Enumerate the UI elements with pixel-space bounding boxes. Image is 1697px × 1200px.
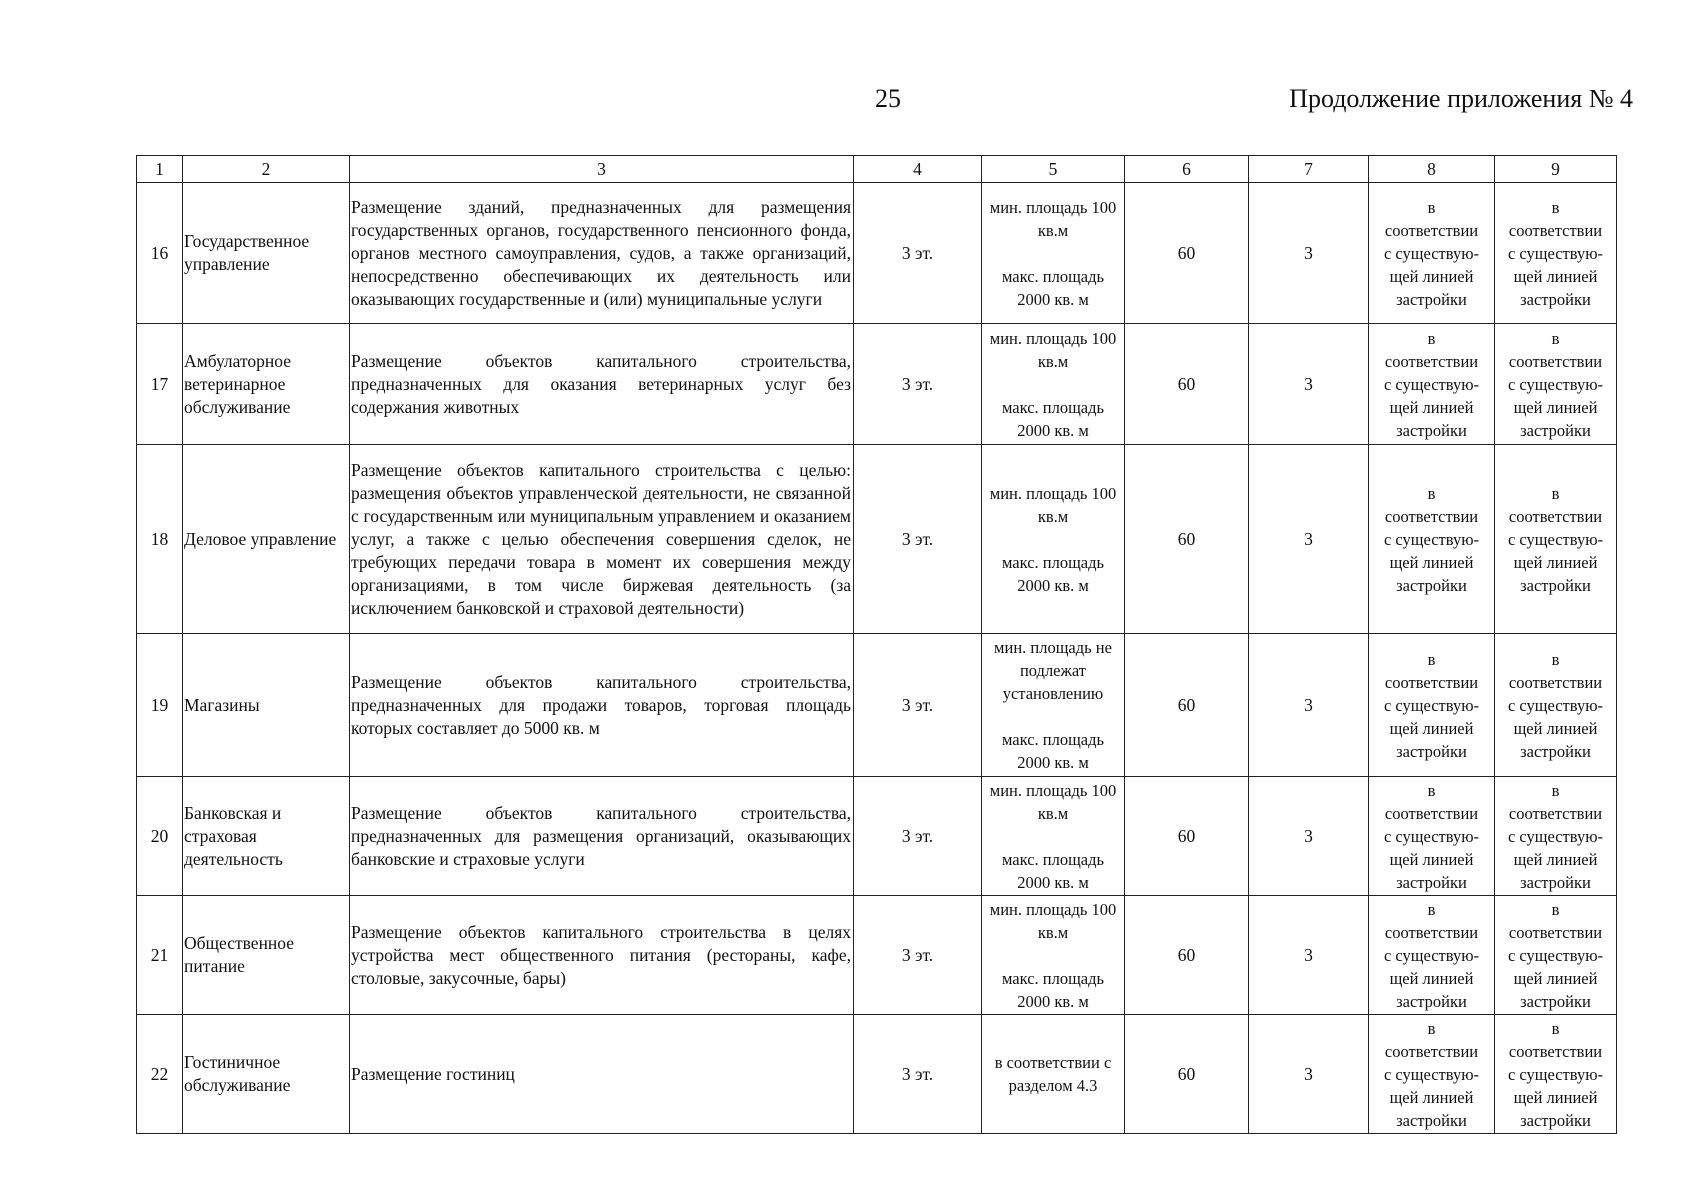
col8-line: с существую- <box>1383 243 1480 263</box>
col9-line: с существую- <box>1507 695 1604 715</box>
col8-line: в <box>1427 899 1436 919</box>
col6-value: 60 <box>1125 896 1249 1015</box>
col9-line: в <box>1551 328 1560 348</box>
use-type-name: Амбулаторное ветеринарное обслуживание <box>183 324 350 445</box>
plot-area-cell <box>982 324 1125 445</box>
col7-value: 3 <box>1249 445 1369 634</box>
col8-line: в <box>1427 780 1436 800</box>
col8-line: застройки <box>1396 872 1467 892</box>
col8-line: щей линией <box>1389 397 1474 417</box>
col9-line: щей линией <box>1513 552 1598 572</box>
col8-line: соответствии <box>1384 351 1479 371</box>
col8-value <box>1369 445 1495 634</box>
row-number: 16 <box>137 183 183 324</box>
table-row <box>137 1015 1617 1134</box>
col9-line: застройки <box>1520 872 1591 892</box>
max-floors: 3 эт. <box>854 1015 982 1134</box>
land-use-table <box>136 155 1617 1134</box>
col8-value <box>1369 896 1495 1015</box>
area-min: мин. площадь 100 кв.м <box>989 483 1117 526</box>
col9-line: застройки <box>1520 575 1591 595</box>
area-max: макс. площадь 2000 кв. м <box>1001 730 1105 772</box>
page-number: 25 <box>875 84 901 113</box>
col7-value: 3 <box>1249 1015 1369 1134</box>
use-description: Размещение зданий, предназначенных для размещения государственных органов, государственного пенсионного фонда, органов местного самоуправления, судов, а также организаций, непосредственно обеспечивающих их деятельность или оказывающих государственные и (или) муниципальные услуги <box>350 183 854 324</box>
col9-line: соответствии <box>1508 351 1603 371</box>
col8-line: застройки <box>1396 741 1467 761</box>
area-max: макс. площадь 2000 кв. м <box>1001 849 1105 892</box>
col9-line: соответствии <box>1508 803 1603 823</box>
col9-line: соответствии <box>1508 672 1603 692</box>
plot-area-cell: в соответствии с разделом 4.3 <box>982 1015 1125 1134</box>
col8-line: с существую- <box>1383 945 1480 965</box>
col9-value <box>1495 183 1617 324</box>
col8-value <box>1369 183 1495 324</box>
col6-value: 60 <box>1125 324 1249 445</box>
column-number: 3 <box>350 156 854 183</box>
col9-line: с существую- <box>1507 1064 1604 1084</box>
col8-line: в <box>1427 197 1436 217</box>
col8-line: в <box>1427 1018 1436 1038</box>
col8-line: застройки <box>1396 991 1467 1011</box>
col9-line: щей линией <box>1513 968 1598 988</box>
use-type-name: Гостиничное обслуживание <box>183 1015 350 1134</box>
max-floors: 3 эт. <box>854 183 982 324</box>
area-min: мин. площадь 100 кв.м <box>989 899 1117 942</box>
plot-area-cell <box>982 896 1125 1015</box>
col9-line: соответствии <box>1508 220 1603 240</box>
col8-value <box>1369 1015 1495 1134</box>
column-number: 8 <box>1369 156 1495 183</box>
max-floors: 3 эт. <box>854 634 982 777</box>
col8-line: в <box>1427 328 1436 348</box>
col9-value <box>1495 1015 1617 1134</box>
col9-line: застройки <box>1520 1110 1591 1130</box>
col9-value <box>1495 777 1617 896</box>
col9-line: в <box>1551 899 1560 919</box>
table-row <box>137 896 1617 1015</box>
column-number: 6 <box>1125 156 1249 183</box>
use-description: Размещение объектов капитального строительства с целью: размещения объектов управленческой деятельности, не связанной с государственным или муниципальным управлением и оказанием услуг, а также с целью обеспечения совершения сделок, не требующих передачи товара в момент их совершения между организациями, в том числе биржевая деятельность (за исключением банковской и страховой деятельности) <box>350 445 854 634</box>
col8-line: в <box>1427 649 1436 669</box>
col8-line: щей линией <box>1389 552 1474 572</box>
col8-value <box>1369 777 1495 896</box>
column-number: 1 <box>137 156 183 183</box>
col6-value: 60 <box>1125 445 1249 634</box>
area-min: мин. площадь 100 кв.м <box>989 780 1117 823</box>
col8-line: с существую- <box>1383 374 1480 394</box>
col8-line: с существую- <box>1383 1064 1480 1084</box>
col9-line: с существую- <box>1507 826 1604 846</box>
col9-line: щей линией <box>1513 266 1598 286</box>
col8-line: соответствии <box>1384 672 1479 692</box>
col7-value: 3 <box>1249 896 1369 1015</box>
column-number: 5 <box>982 156 1125 183</box>
col6-value: 60 <box>1125 1015 1249 1134</box>
col6-value: 60 <box>1125 634 1249 777</box>
col8-line: с существую- <box>1383 529 1480 549</box>
col8-line: застройки <box>1396 420 1467 440</box>
col9-value <box>1495 634 1617 777</box>
col9-line: в <box>1551 1018 1560 1038</box>
col9-value <box>1495 324 1617 445</box>
area-max: макс. площадь 2000 кв. м <box>1001 552 1105 595</box>
col9-line: с существую- <box>1507 243 1604 263</box>
plot-area-cell <box>982 445 1125 634</box>
use-description: Размещение объектов капитального строительства, предназначенных для размещения организаций, оказывающих банковские и страховые услуги <box>350 777 854 896</box>
col9-line: в <box>1551 780 1560 800</box>
col8-line: соответствии <box>1384 220 1479 240</box>
appendix-header: Продолжение приложения № 4 <box>1289 84 1633 113</box>
col8-value <box>1369 634 1495 777</box>
col7-value: 3 <box>1249 324 1369 445</box>
area-min: мин. площадь не подлежат установлению <box>994 638 1112 703</box>
col8-value <box>1369 324 1495 445</box>
col9-line: щей линией <box>1513 718 1598 738</box>
col9-line: в <box>1551 197 1560 217</box>
plot-area-cell <box>982 183 1125 324</box>
plot-area-cell <box>982 634 1125 777</box>
col8-line: в <box>1427 483 1436 503</box>
col9-line: соответствии <box>1508 506 1603 526</box>
table-row <box>137 183 1617 324</box>
col7-value: 3 <box>1249 777 1369 896</box>
table-row <box>137 324 1617 445</box>
area-min: мин. площадь 100 кв.м <box>989 197 1117 240</box>
col7-value: 3 <box>1249 183 1369 324</box>
column-number: 4 <box>854 156 982 183</box>
use-type-name: Общественное питание <box>183 896 350 1015</box>
row-number: 18 <box>137 445 183 634</box>
col9-line: с существую- <box>1507 529 1604 549</box>
use-type-name: Деловое управление <box>183 445 350 634</box>
col9-line: щей линией <box>1513 1087 1598 1107</box>
row-number: 17 <box>137 324 183 445</box>
use-description: Размещение объектов капитального строительства, предназначенных для продажи товаров, торговая площадь которых составляет до 5000 кв. м <box>350 634 854 777</box>
col9-line: соответствии <box>1508 1041 1603 1061</box>
col9-line: застройки <box>1520 420 1591 440</box>
column-number: 2 <box>183 156 350 183</box>
col9-line: с существую- <box>1507 374 1604 394</box>
use-description: Размещение объектов капитального строительства, предназначенных для оказания ветеринарных услуг без содержания животных <box>350 324 854 445</box>
use-type-name: Магазины <box>183 634 350 777</box>
max-floors: 3 эт. <box>854 324 982 445</box>
max-floors: 3 эт. <box>854 445 982 634</box>
col9-value <box>1495 896 1617 1015</box>
col8-line: застройки <box>1396 1110 1467 1130</box>
column-number: 9 <box>1495 156 1617 183</box>
col8-line: соответствии <box>1384 506 1479 526</box>
area-min: мин. площадь 100 кв.м <box>989 328 1117 371</box>
use-description: Размещение гостиниц <box>350 1015 854 1134</box>
col8-line: соответствии <box>1384 922 1479 942</box>
area-max: макс. площадь 2000 кв. м <box>1001 968 1105 1011</box>
col9-line: в <box>1551 649 1560 669</box>
row-number: 22 <box>137 1015 183 1134</box>
use-description: Размещение объектов капитального строительства в целях устройства мест общественного питания (рестораны, кафе, столовые, закусочные, бары) <box>350 896 854 1015</box>
row-number: 19 <box>137 634 183 777</box>
area-max: макс. площадь 2000 кв. м <box>1001 266 1105 309</box>
col9-line: застройки <box>1520 289 1591 309</box>
row-number: 20 <box>137 777 183 896</box>
table-row <box>137 777 1617 896</box>
column-numbers-row <box>137 156 1617 183</box>
col8-line: соответствии <box>1384 1041 1479 1061</box>
col8-line: застройки <box>1396 289 1467 309</box>
col9-line: щей линией <box>1513 397 1598 417</box>
col9-line: в <box>1551 483 1560 503</box>
col9-line: соответствии <box>1508 922 1603 942</box>
col8-line: щей линией <box>1389 266 1474 286</box>
col8-line: щей линией <box>1389 968 1474 988</box>
use-type-name: Банковская и страховая деятельность <box>183 777 350 896</box>
col9-line: застройки <box>1520 991 1591 1011</box>
table-row <box>137 445 1617 634</box>
column-number: 7 <box>1249 156 1369 183</box>
col9-line: с существую- <box>1507 945 1604 965</box>
col6-value: 60 <box>1125 777 1249 896</box>
col7-value: 3 <box>1249 634 1369 777</box>
area-max: макс. площадь 2000 кв. м <box>1001 397 1105 440</box>
col8-line: щей линией <box>1389 1087 1474 1107</box>
col8-line: с существую- <box>1383 695 1480 715</box>
col8-line: соответствии <box>1384 803 1479 823</box>
use-type-name: Государственное управление <box>183 183 350 324</box>
col8-line: с существую- <box>1383 826 1480 846</box>
plot-area-cell <box>982 777 1125 896</box>
row-number: 21 <box>137 896 183 1015</box>
col9-value <box>1495 445 1617 634</box>
max-floors: 3 эт. <box>854 777 982 896</box>
col8-line: щей линией <box>1389 849 1474 869</box>
col9-line: застройки <box>1520 741 1591 761</box>
table-row <box>137 634 1617 777</box>
col6-value: 60 <box>1125 183 1249 324</box>
col9-line: щей линией <box>1513 849 1598 869</box>
max-floors: 3 эт. <box>854 896 982 1015</box>
col8-line: застройки <box>1396 575 1467 595</box>
col8-line: щей линией <box>1389 718 1474 738</box>
